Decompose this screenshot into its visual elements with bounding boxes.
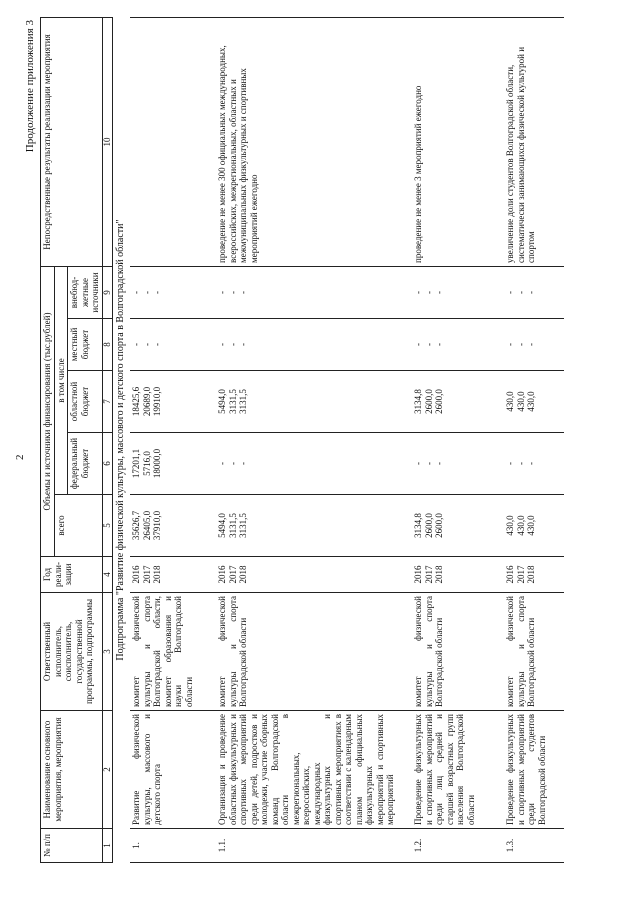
value: - [413, 462, 423, 465]
row-num: 1.2. [412, 829, 504, 863]
value: - [131, 291, 141, 294]
row-total [216, 495, 412, 557]
subprogram-title: Подпрограмма "Развитие физической культуры, массового и детского спорта в Волгоградской области" [114, 219, 126, 661]
header-num: № п/п [41, 829, 103, 863]
value: 20689,0 [141, 386, 152, 417]
year: 2017 [423, 565, 434, 584]
row-extra [216, 266, 412, 318]
value: 5494,0 [217, 513, 227, 538]
table-row [130, 17, 216, 862]
value: 3131,5 [227, 389, 238, 414]
row-total [504, 495, 564, 557]
col-number: 4 [102, 557, 112, 593]
value: - [227, 462, 238, 465]
header-including: в том числе [54, 266, 68, 494]
year: 2016 [131, 565, 141, 584]
row-extra [130, 266, 216, 318]
value: 2600,0 [423, 513, 434, 538]
row-local [216, 319, 412, 371]
value: 430,0 [526, 391, 536, 412]
header-local: местный бюджет [68, 319, 103, 371]
table-row [504, 17, 564, 862]
value: - [505, 343, 515, 346]
row-name: Проведение физкультурных и спортивных мероприятий среди лиц средней и старшей возрастных групп населения Волгоградской области [412, 711, 504, 829]
value: - [238, 462, 248, 465]
value: - [413, 291, 423, 294]
col-number: 3 [102, 593, 112, 711]
value: - [131, 343, 141, 346]
value: 430,0 [515, 515, 526, 536]
row-local [130, 319, 216, 371]
value: - [217, 462, 227, 465]
row-executor: комитет физической культуры и спорта Волгоградской области [216, 593, 412, 711]
value: - [423, 343, 434, 346]
page-number: 2 [14, 454, 26, 460]
value: - [152, 343, 162, 346]
value: 3131,5 [227, 513, 238, 538]
value: - [434, 291, 444, 294]
value: - [413, 343, 423, 346]
value: - [423, 462, 434, 465]
row-local [504, 319, 564, 371]
row-federal [216, 433, 412, 495]
value: - [141, 291, 152, 294]
row-extra [504, 266, 564, 318]
row-executor: комитет физической культуры и спорта Волгоградской области [504, 593, 564, 711]
value: 17201,1 [131, 448, 141, 479]
value: 430,0 [505, 391, 515, 412]
value: 19910,0 [152, 386, 162, 417]
col-number: 7 [102, 371, 112, 433]
year: 2017 [141, 565, 152, 584]
row-federal [130, 433, 216, 495]
row-executor: комитет физической культуры и спорта Волгоградской области, комитет образования и науки Волгоградской области [130, 593, 216, 711]
value: 430,0 [505, 515, 515, 536]
value: 3131,5 [238, 389, 248, 414]
header-total: всего [54, 495, 102, 557]
value: 2600,0 [423, 389, 434, 414]
row-name: Организация и проведение областных физкультурных и спортивных мероприятий среди детей, подростков и молодежи, участие сборных команд Волгоградской области в межрегиональных, всероссийских, международных физкультурных и спортивных мероприятиях в соответствии с календарным планом официальных физкультурных мероприятий и спортивных мероприятий [216, 711, 412, 829]
year: 2018 [434, 565, 444, 584]
row-extra [412, 266, 504, 318]
year: 2016 [217, 565, 227, 584]
year: 2018 [526, 565, 536, 584]
row-result [130, 17, 216, 266]
value: - [141, 343, 152, 346]
value: 18425,6 [131, 386, 141, 417]
value: 3131,5 [238, 513, 248, 538]
year: 2016 [413, 565, 423, 584]
row-regional [504, 371, 564, 433]
row-total [412, 495, 504, 557]
row-num: 1. [130, 829, 216, 863]
row-result: увеличение доли студентов Волгоградской области, систематически занимающихся физической культурой и спортом [504, 17, 564, 266]
value: 35626,7 [131, 510, 141, 541]
column-number-row [102, 17, 112, 862]
value: - [217, 343, 227, 346]
value: - [434, 462, 444, 465]
value: - [505, 291, 515, 294]
header-regional: областной бюджет [68, 371, 103, 433]
year: 2017 [227, 565, 238, 584]
value: - [423, 291, 434, 294]
value: 26405,0 [141, 510, 152, 541]
col-number: 5 [102, 495, 112, 557]
value: - [515, 343, 526, 346]
col-number: 1 [102, 829, 112, 863]
value: - [434, 343, 444, 346]
value: 2600,0 [434, 389, 444, 414]
col-number: 2 [102, 711, 112, 829]
row-regional [216, 371, 412, 433]
col-number: 6 [102, 433, 112, 495]
col-number: 9 [102, 266, 112, 318]
row-years [216, 557, 412, 593]
value: - [515, 462, 526, 465]
value: - [505, 462, 515, 465]
row-local [412, 319, 504, 371]
year: 2016 [505, 565, 515, 584]
table-row [412, 17, 504, 862]
row-regional [130, 371, 216, 433]
value: - [515, 291, 526, 294]
row-name: Проведение физкультурных и спортивных мероприятий среди студентов Волгоградской области [504, 711, 564, 829]
value: 3134,8 [413, 513, 423, 538]
value: 430,0 [515, 391, 526, 412]
row-result: проведение не менее 300 официальных международных, всероссийских, межрегиональных, областных и межмуниципальных физкультурных и спортивных мероприятий ежегодно [216, 17, 412, 266]
row-years [504, 557, 564, 593]
header-extra: внебюд- жетные источники [68, 266, 103, 318]
header-name: Наименование основного мероприятия, мероприятия [41, 711, 103, 829]
row-federal [412, 433, 504, 495]
row-executor: комитет физической культуры и спорта Волгоградской области [412, 593, 504, 711]
year: 2017 [515, 565, 526, 584]
value: - [227, 343, 238, 346]
header-federal: федеральный бюджет [68, 433, 103, 495]
row-num: 1.3. [504, 829, 564, 863]
value: 430,0 [526, 515, 536, 536]
year: 2018 [238, 565, 248, 584]
header-year: Год реали- зации [41, 557, 103, 593]
row-num: 1.1. [216, 829, 412, 863]
value: 2600,0 [434, 513, 444, 538]
value: 37910,0 [152, 510, 162, 541]
program-table [40, 17, 564, 863]
value: - [238, 343, 248, 346]
value: - [526, 462, 536, 465]
col-number: 10 [102, 17, 112, 266]
value: 5716,0 [141, 451, 152, 476]
row-total [130, 495, 216, 557]
value: - [238, 291, 248, 294]
value: - [227, 291, 238, 294]
value: - [526, 291, 536, 294]
row-federal [504, 433, 564, 495]
header-results: Непосредственные результаты реализации мероприятия [41, 17, 103, 266]
row-years [412, 557, 504, 593]
header-funding: Объемы и источники финансирования (тыс.рублей) [41, 266, 55, 556]
row-years [130, 557, 216, 593]
table-row [216, 17, 412, 862]
value: 3134,8 [413, 389, 423, 414]
value: - [152, 291, 162, 294]
value: - [217, 291, 227, 294]
col-number: 8 [102, 319, 112, 371]
row-regional [412, 371, 504, 433]
header-row-1 [41, 17, 55, 862]
year: 2018 [152, 565, 162, 584]
header-executor: Ответственный исполнитель, соисполнитель, государственной программы, подпрограммы [41, 593, 103, 711]
row-name: Развитие физической культуры, массового и детского спорта [130, 711, 216, 829]
row-result: проведение не менее 3 мероприятий ежегодно [412, 17, 504, 266]
continuation-note: Продолжение приложения 3 [24, 20, 36, 153]
value: 18000,0 [152, 448, 162, 479]
value: - [526, 343, 536, 346]
value: 5494,0 [217, 389, 227, 414]
subprogram-row [112, 17, 130, 862]
